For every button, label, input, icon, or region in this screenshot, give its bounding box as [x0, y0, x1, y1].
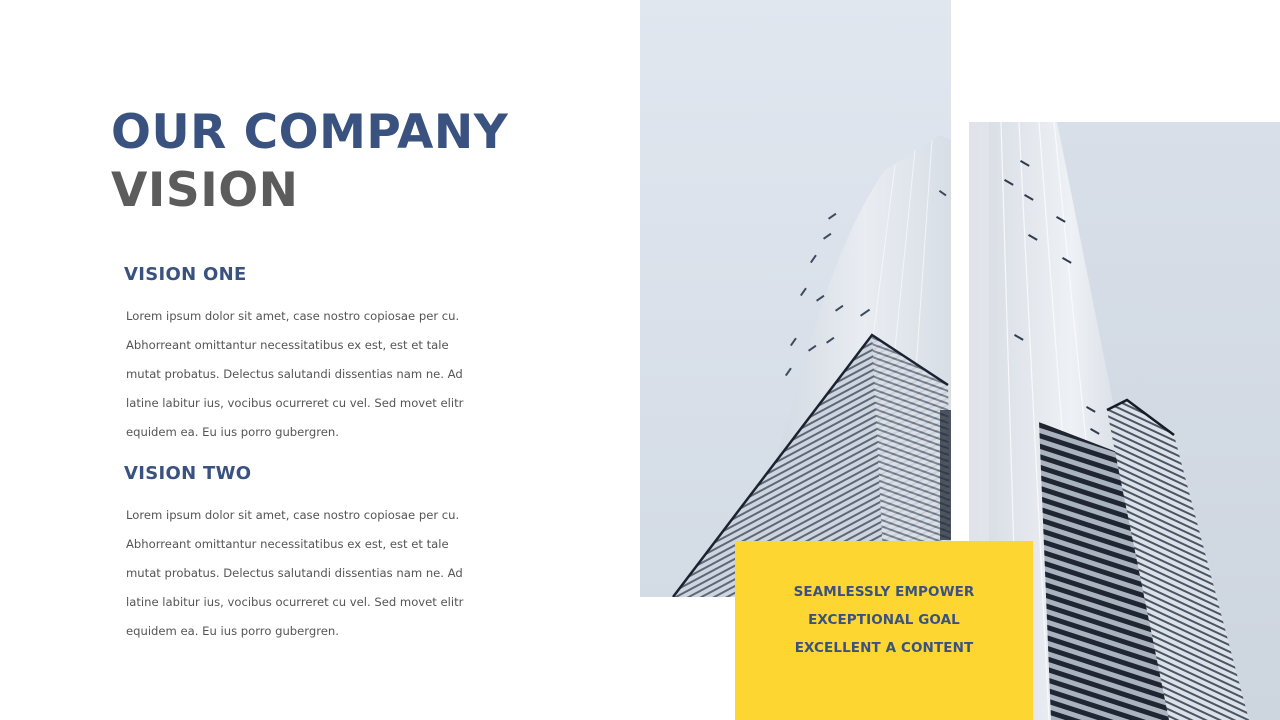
callout-line-2: EXCEPTIONAL GOAL — [808, 611, 960, 628]
skyscraper-illustration-left — [640, 0, 951, 597]
page-title — [111, 104, 508, 220]
vision-one-section — [124, 264, 474, 447]
vision-two-body: Lorem ipsum dolor sit amet, case nostro copiosae per cu. Abhorreant omittantur necessitatibus ex est, est et tale mutat probatus. Delectus salutandi dissentias nam ne. Ad latine labitur ius, vocibus ocurreret cu vel. Sed movet elitr equidem ea. Eu ius porro gubergren. — [126, 508, 464, 638]
vision-one-heading: VISION ONE — [124, 264, 247, 285]
building-image-left — [640, 0, 951, 597]
callout-line-3: EXCELLENT A CONTENT — [794, 639, 974, 656]
vision-two-section — [124, 463, 474, 646]
callout-box — [735, 541, 1033, 720]
vision-two-heading: VISION TWO — [124, 463, 252, 484]
callout-line-1: SEAMLESSLY EMPOWER — [793, 583, 975, 600]
title-line-2: VISION — [111, 163, 299, 218]
title-line-1: OUR COMPANY — [111, 105, 509, 160]
vision-one-body: Lorem ipsum dolor sit amet, case nostro copiosae per cu. Abhorreant omittantur necessitatibus ex est, est et tale mutat probatus. Delectus salutandi dissentias nam ne. Ad latine labitur ius, vocibus ocurreret cu vel. Sed movet elitr equidem ea. Eu ius porro gubergren. — [126, 309, 464, 439]
